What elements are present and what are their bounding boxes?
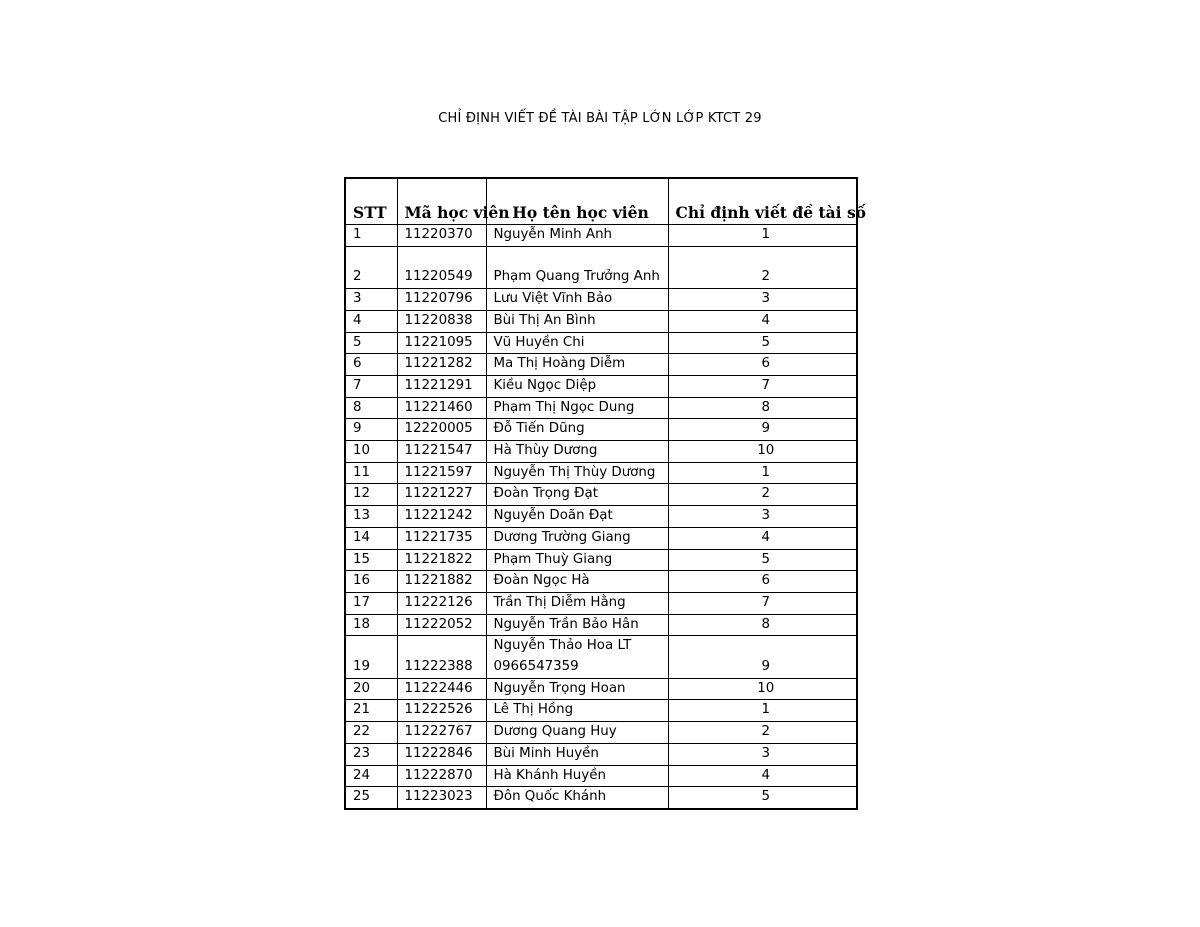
cell-topic: 8 xyxy=(668,397,857,419)
cell-student-id: 11222446 xyxy=(397,678,486,700)
cell-topic: 7 xyxy=(668,592,857,614)
table-row xyxy=(345,722,857,744)
cell-name: Đoàn Ngọc Hà xyxy=(486,571,668,593)
cell-name: Hà Thùy Dương xyxy=(486,441,668,463)
cell-stt: 23 xyxy=(345,743,397,765)
cell-name: Lê Thị Hồng xyxy=(486,700,668,722)
cell-stt: 13 xyxy=(345,506,397,528)
cell-student-id: 11221597 xyxy=(397,462,486,484)
cell-name: Vũ Huyền Chi xyxy=(486,332,668,354)
table-row xyxy=(345,527,857,549)
cell-name: Đôn Quốc Khánh xyxy=(486,787,668,809)
cell-stt: 18 xyxy=(345,614,397,636)
page-title: CHỈ ĐỊNH VIẾT ĐỀ TÀI BÀI TẬP LỚN LỚP KTCT 29 xyxy=(438,111,762,126)
table-row xyxy=(345,700,857,722)
cell-stt: 11 xyxy=(345,462,397,484)
cell-student-id: 11222388 xyxy=(397,636,486,678)
cell-topic: 8 xyxy=(668,614,857,636)
table-row xyxy=(345,636,857,678)
cell-student-id: 11221822 xyxy=(397,549,486,571)
table-row xyxy=(345,765,857,787)
cell-topic: 3 xyxy=(668,289,857,311)
cell-student-id: 11222846 xyxy=(397,743,486,765)
table-row xyxy=(345,397,857,419)
cell-stt: 14 xyxy=(345,527,397,549)
cell-student-id: 11222526 xyxy=(397,700,486,722)
table-row xyxy=(345,506,857,528)
cell-student-id: 11221227 xyxy=(397,484,486,506)
cell-stt: 3 xyxy=(345,289,397,311)
table-row xyxy=(345,289,857,311)
cell-topic: 3 xyxy=(668,506,857,528)
assignment-table xyxy=(344,177,867,810)
table-row xyxy=(345,571,857,593)
table-body xyxy=(345,225,857,809)
cell-student-id: 11221460 xyxy=(397,397,486,419)
table-row xyxy=(345,592,857,614)
cell-stt: 20 xyxy=(345,678,397,700)
cell-stt: 17 xyxy=(345,592,397,614)
table-row xyxy=(345,225,857,247)
table-row xyxy=(345,743,857,765)
table-row xyxy=(345,787,857,809)
cell-topic: 9 xyxy=(668,636,857,678)
cell-topic: 5 xyxy=(668,787,857,809)
header-topic: Chỉ định viết đề tài số xyxy=(668,178,857,225)
cell-stt: 9 xyxy=(345,419,397,441)
cell-student-id: 11221095 xyxy=(397,332,486,354)
cell-student-id: 11222870 xyxy=(397,765,486,787)
cell-stt: 16 xyxy=(345,571,397,593)
table-row xyxy=(345,441,857,463)
cell-name: Phạm Quang Trưởng Anh xyxy=(486,246,668,288)
cell-stt: 24 xyxy=(345,765,397,787)
cell-topic: 1 xyxy=(668,462,857,484)
cell-student-id: 11221291 xyxy=(397,375,486,397)
cell-name: Phạm Thị Ngọc Dung xyxy=(486,397,668,419)
cell-stt: 4 xyxy=(345,310,397,332)
cell-stt: 21 xyxy=(345,700,397,722)
cell-student-id: 11222767 xyxy=(397,722,486,744)
cell-student-id: 11221242 xyxy=(397,506,486,528)
cell-stt: 5 xyxy=(345,332,397,354)
header-row xyxy=(345,178,857,225)
cell-name: Trần Thị Diễm Hằng xyxy=(486,592,668,614)
cell-stt: 6 xyxy=(345,354,397,376)
table-row xyxy=(345,484,857,506)
cell-name: Nguyễn Minh Anh xyxy=(486,225,668,247)
table-row xyxy=(345,462,857,484)
cell-name: Nguyễn Trọng Hoan xyxy=(486,678,668,700)
header-stt: STT xyxy=(345,178,397,225)
cell-name: Đỗ Tiến Dũng xyxy=(486,419,668,441)
cell-student-id: 11221547 xyxy=(397,441,486,463)
cell-name: Ma Thị Hoàng Diễm xyxy=(486,354,668,376)
cell-topic: 7 xyxy=(668,375,857,397)
cell-name: Nguyễn Doãn Đạt xyxy=(486,506,668,528)
cell-name: Nguyễn Trần Bảo Hân xyxy=(486,614,668,636)
cell-student-id: 11222052 xyxy=(397,614,486,636)
cell-student-id: 11220796 xyxy=(397,289,486,311)
cell-student-id: 11221735 xyxy=(397,527,486,549)
cell-topic: 2 xyxy=(668,246,857,288)
header-student-id: Mã học viên xyxy=(397,178,486,225)
cell-student-id: 11220370 xyxy=(397,225,486,247)
cell-name: Nguyễn Thảo Hoa LT 0966547359 xyxy=(486,636,668,678)
cell-topic: 1 xyxy=(668,225,857,247)
cell-name: Đoàn Trọng Đạt xyxy=(486,484,668,506)
cell-stt: 15 xyxy=(345,549,397,571)
cell-topic: 5 xyxy=(668,549,857,571)
cell-student-id: 11223023 xyxy=(397,787,486,809)
header-name: Họ tên học viên xyxy=(486,178,668,225)
table-row xyxy=(345,310,857,332)
cell-name: Dương Quang Huy xyxy=(486,722,668,744)
table-row xyxy=(345,549,857,571)
cell-stt: 19 xyxy=(345,636,397,678)
cell-name: Bùi Thị An Bình xyxy=(486,310,668,332)
cell-stt: 2 xyxy=(345,246,397,288)
cell-topic: 3 xyxy=(668,743,857,765)
cell-topic: 4 xyxy=(668,310,857,332)
cell-student-id: 11221282 xyxy=(397,354,486,376)
cell-name: Lưu Việt Vĩnh Bảo xyxy=(486,289,668,311)
cell-student-id: 11220549 xyxy=(397,246,486,288)
cell-stt: 7 xyxy=(345,375,397,397)
cell-topic: 6 xyxy=(668,354,857,376)
cell-topic: 5 xyxy=(668,332,857,354)
cell-topic: 2 xyxy=(668,722,857,744)
cell-topic: 2 xyxy=(668,484,857,506)
cell-name: Kiều Ngọc Diệp xyxy=(486,375,668,397)
cell-name: Nguyễn Thị Thùy Dương xyxy=(486,462,668,484)
cell-stt: 10 xyxy=(345,441,397,463)
table-row xyxy=(345,375,857,397)
cell-topic: 4 xyxy=(668,765,857,787)
table-row xyxy=(345,354,857,376)
cell-topic: 6 xyxy=(668,571,857,593)
cell-name: Dương Trường Giang xyxy=(486,527,668,549)
table-row xyxy=(345,419,857,441)
cell-student-id: 11221882 xyxy=(397,571,486,593)
cell-topic: 4 xyxy=(668,527,857,549)
cell-student-id: 11220838 xyxy=(397,310,486,332)
cell-student-id: 11222126 xyxy=(397,592,486,614)
cell-name: Hà Khánh Huyền xyxy=(486,765,668,787)
cell-topic: 9 xyxy=(668,419,857,441)
cell-name: Bùi Minh Huyền xyxy=(486,743,668,765)
cell-stt: 25 xyxy=(345,787,397,809)
cell-stt: 12 xyxy=(345,484,397,506)
table-row xyxy=(345,678,857,700)
cell-topic: 10 xyxy=(668,678,857,700)
cell-stt: 8 xyxy=(345,397,397,419)
cell-student-id: 12220005 xyxy=(397,419,486,441)
cell-stt: 22 xyxy=(345,722,397,744)
cell-stt: 1 xyxy=(345,225,397,247)
table-row xyxy=(345,332,857,354)
cell-name: Phạm Thuỳ Giang xyxy=(486,549,668,571)
cell-topic: 10 xyxy=(668,441,857,463)
table-row xyxy=(345,614,857,636)
table-row xyxy=(345,246,857,288)
cell-topic: 1 xyxy=(668,700,857,722)
